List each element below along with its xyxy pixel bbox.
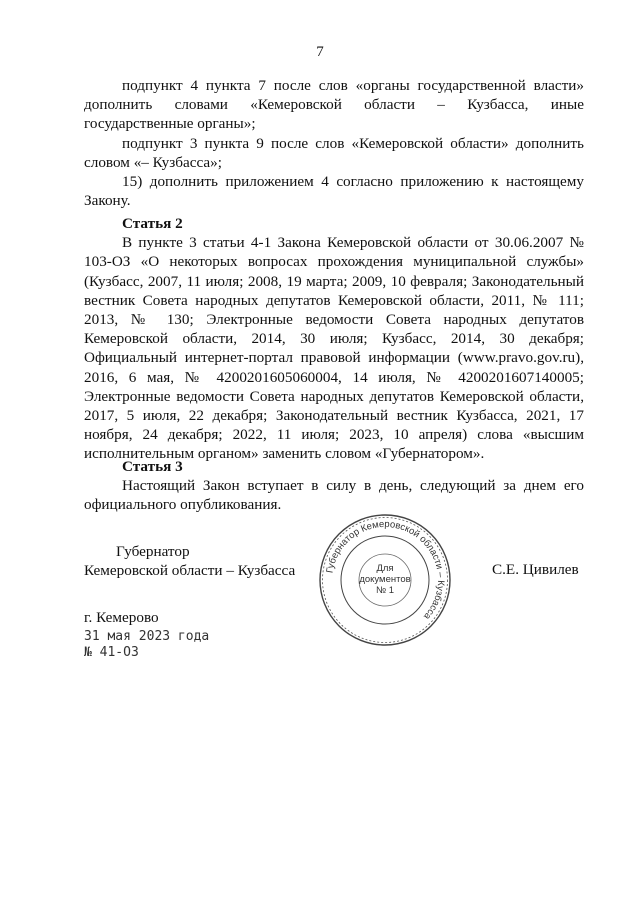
official-seal	[318, 513, 452, 647]
article-text: Настоящий Закон вступает в силу в день, следующий за днем его официального опубликования.	[84, 477, 584, 514]
paragraph: подпункт 4 пункта 7 после слов «органы государственной власти» дополнить словами «Кемеровской области – Кузбасса, иные государственные органы»;	[84, 77, 584, 133]
paragraph: подпункт 3 пункта 9 после слов «Кемеровской области» дополнить словом «– Кузбасса»;	[84, 134, 584, 171]
paragraph: 15) дополнить приложением 4 согласно приложению к настоящему Закону.	[84, 173, 584, 210]
article-2	[84, 214, 584, 464]
seal-center-line1: Для	[376, 563, 394, 574]
signatory-title-line2: Кемеровской области – Кузбасса	[84, 562, 296, 580]
registration-stamp	[84, 629, 209, 661]
seal-center-line2: документов	[359, 574, 411, 585]
amendments-block	[84, 76, 584, 210]
signatory-title	[84, 542, 295, 580]
law-number-stamp: № 41-ОЗ	[84, 645, 139, 660]
article-3	[84, 457, 584, 515]
article-heading: Статья 2	[122, 215, 183, 232]
signatory-name: С.Е. Цивилев	[492, 561, 579, 578]
seal-ring-text: Губернатор Кемеровской области – Кузбасса	[324, 518, 447, 622]
signatory-title-line1: Губернатор	[116, 543, 190, 560]
article-heading: Статья 3	[122, 458, 183, 475]
seal-center-line3: № 1	[375, 585, 395, 596]
article-text: В пункте 3 статьи 4-1 Закона Кемеровской области от 30.06.2007 № 103-ОЗ «О некоторых вопросах прохождения муниципальной службы» (Кузбасс, 2007, 11 июля; 2008, 19 марта; 2009, 10 февраля; Законодательный вестник Совета народных депутатов Кемеровской области, 2011, № 111; 2013, № 130; Электронные ведомости Совета народных депутатов Кемеровской области, 2014, 30 июля; Кузбасс, 2014, 30 декабря; Официальный интернет-портал правовой информации (www.pravo.gov.ru), 2016, 6 мая, № 4200201605060004, 14 июля, № 4200201607140005; Электронные ведомости Совета народных депутатов Кемеровской области, 2017, 5 июля, 22 декабря; Законодательный вестник Кузбасса, 2021, 17 ноября, 24 декабря; 2022, 11 июля; 2023, 10 апреля) слова «высшим исполнительным органом» заменить словом «Губернатором».	[84, 234, 584, 463]
page-number: 7	[316, 44, 324, 60]
date-stamp: 31 мая 2023 года	[84, 629, 210, 644]
seal-graphic	[318, 513, 452, 647]
place-of-signing: г. Кемерово	[84, 609, 159, 626]
